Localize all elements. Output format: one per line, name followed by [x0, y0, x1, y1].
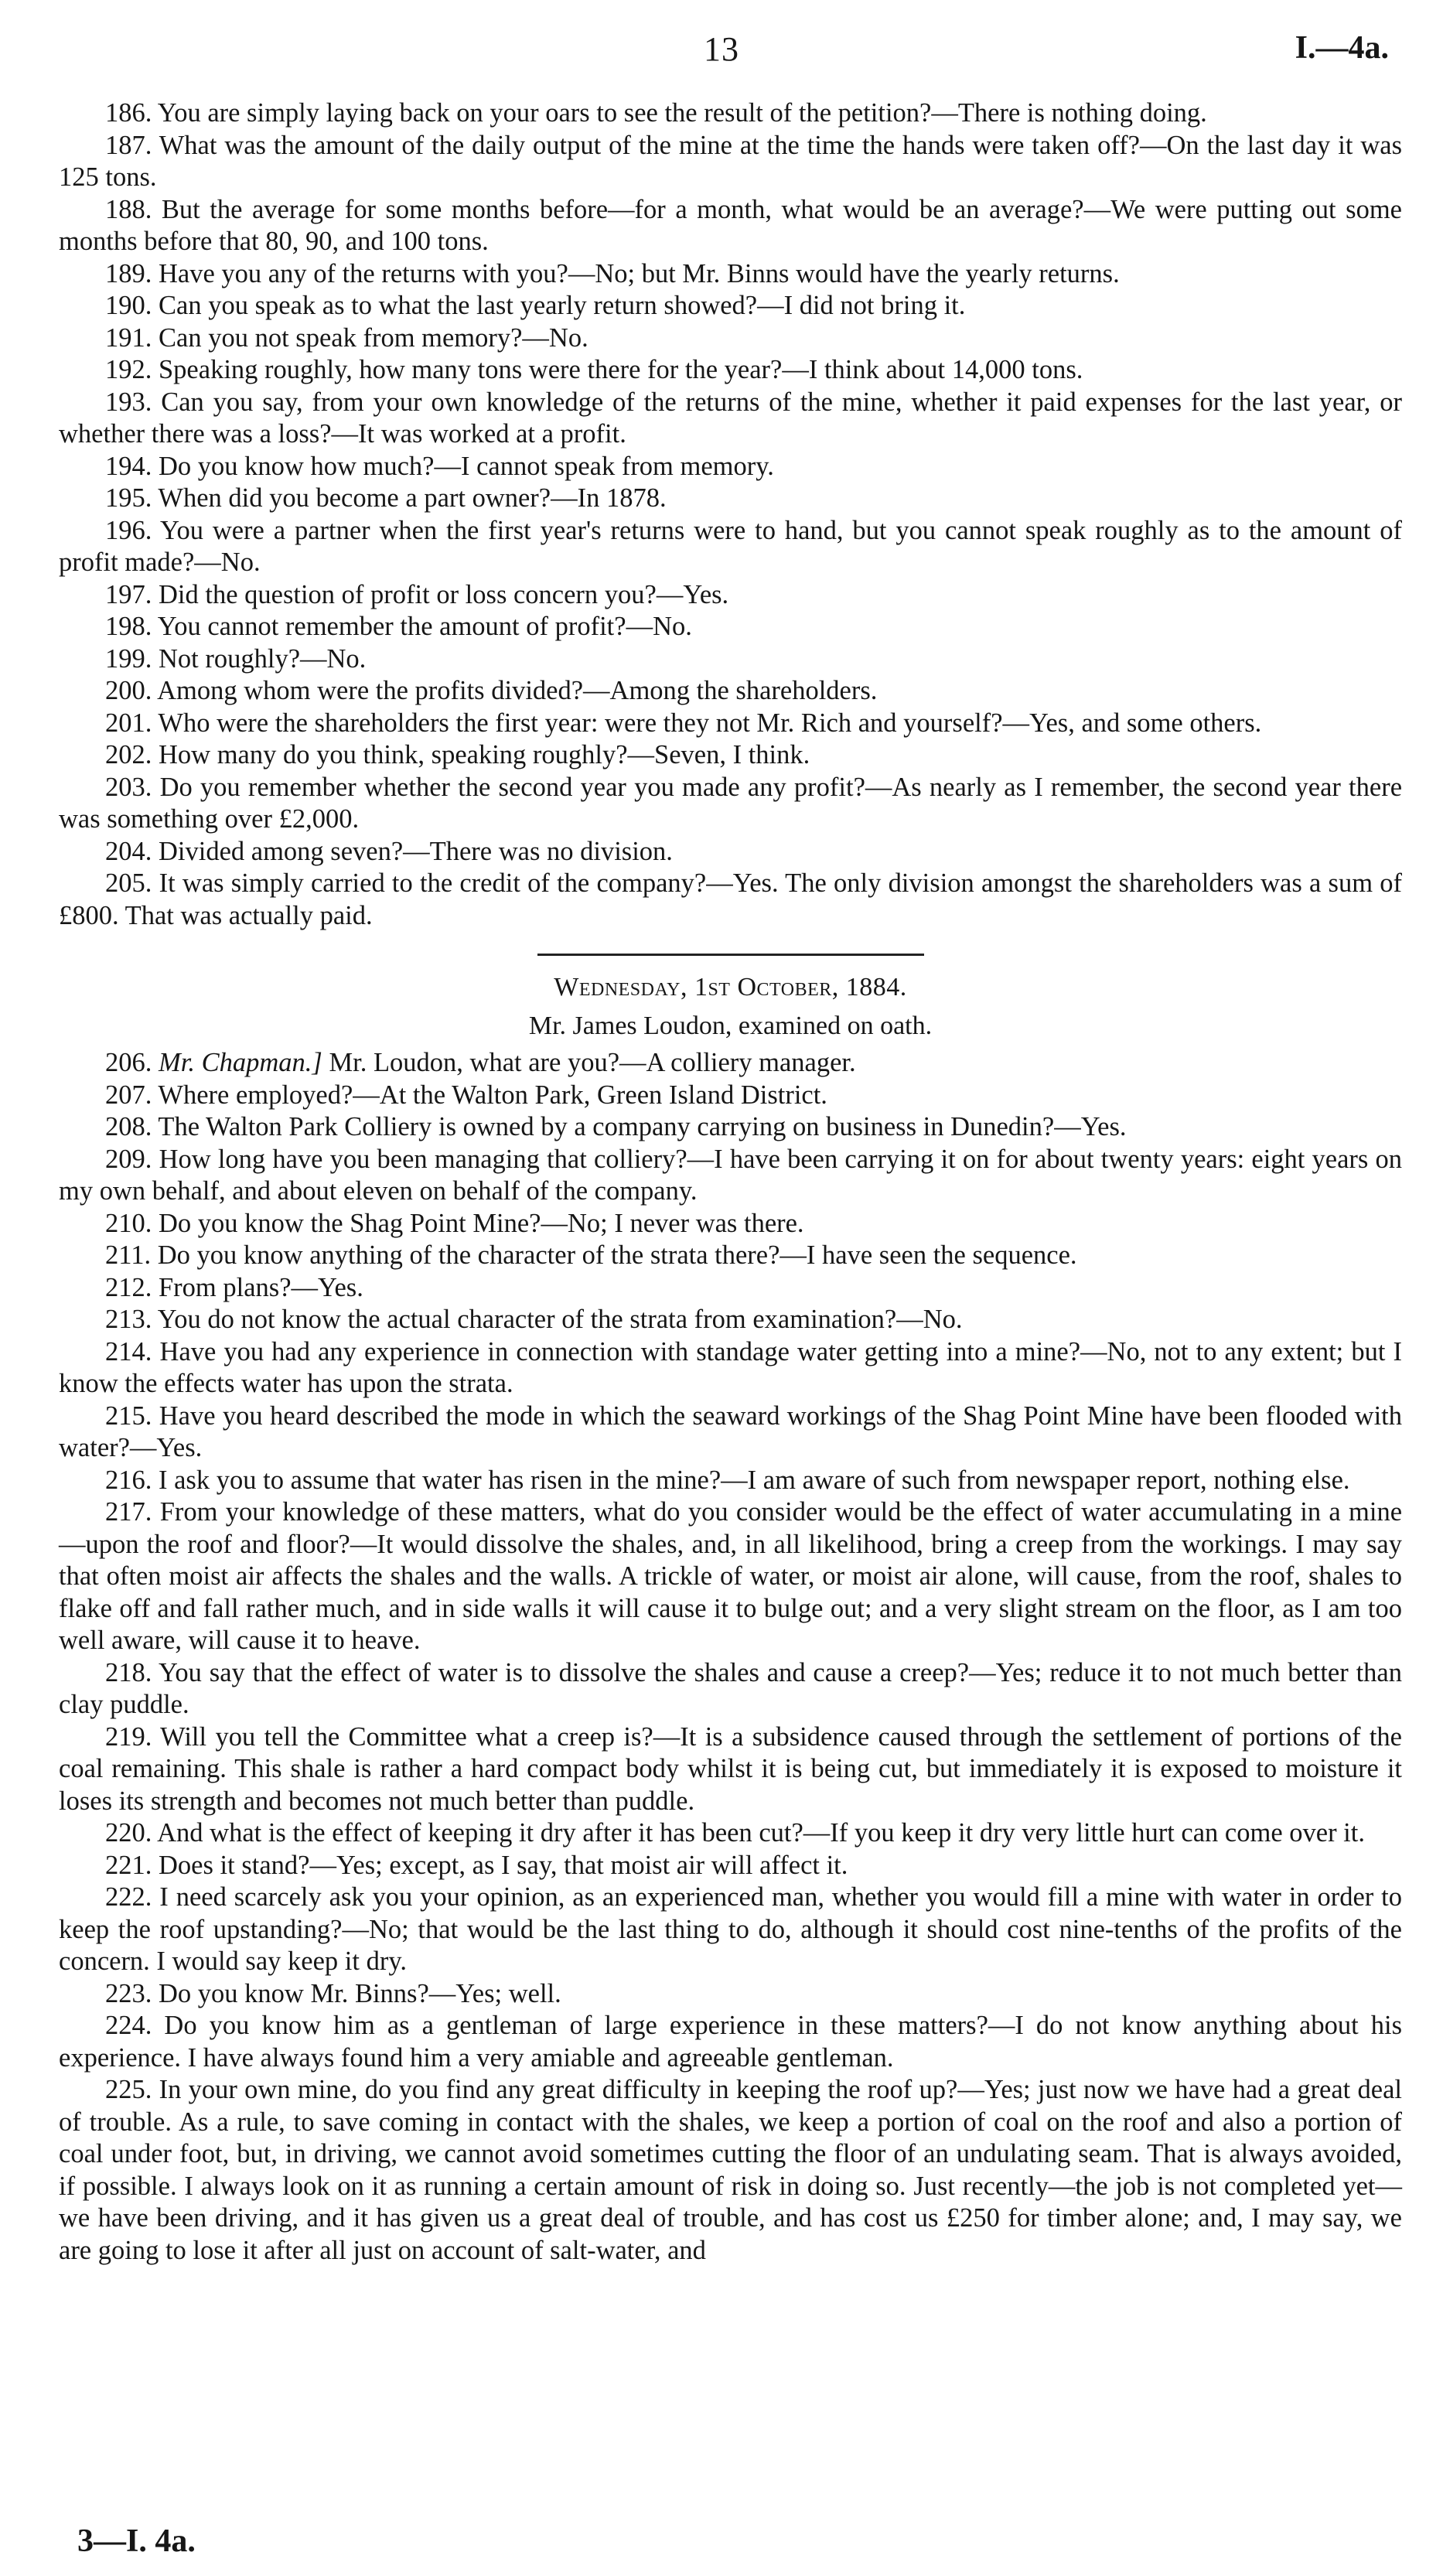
page-number: 13	[704, 30, 739, 68]
question-item	[59, 708, 1402, 740]
question-block-1	[59, 97, 1402, 932]
question-text: You say that the effect of water is to dissolve the shales and cause a creep?—Yes; reduce it to not much better than clay puddle.	[59, 1657, 1402, 1719]
question-item	[59, 1111, 1402, 1144]
question-text: Mr. Loudon, what are you?—A colliery manager.	[329, 1048, 856, 1077]
question-number: 219.	[105, 1721, 152, 1752]
question-206	[59, 1047, 1402, 1080]
question-number: 207.	[105, 1080, 152, 1110]
question-item	[59, 354, 1402, 387]
question-item	[59, 1817, 1402, 1850]
question-item	[59, 1144, 1402, 1208]
question-number: 198.	[105, 612, 152, 641]
question-item	[59, 1496, 1402, 1657]
question-number: 194.	[105, 451, 152, 481]
question-text: Can you not speak from memory?—No.	[159, 322, 588, 353]
question-item	[59, 258, 1402, 291]
question-number: 195.	[105, 483, 152, 513]
question-item	[59, 1721, 1402, 1818]
question-number: 196.	[105, 515, 152, 545]
question-text: Will you tell the Committee what a creep is?—It is a subsidence caused through the settlement of portions of the coal remaining. This shale is rather a hard compact body whilst it is being cut, but immediately it is exposed to moisture it loses its strength and becomes not much better than puddle.	[59, 1721, 1402, 1816]
question-item	[59, 1978, 1402, 2011]
question-item	[59, 1208, 1402, 1240]
question-text: And what is the effect of keeping it dry after it has been cut?—If you keep it dry very little hurt can come over it.	[157, 1818, 1365, 1848]
question-text: It was simply carried to the credit of the company?—Yes. The only division amongst the shareholders was a sum of £800. That was actually paid.	[59, 868, 1402, 930]
speaker-name: Mr. Chapman.]	[159, 1048, 322, 1077]
session-date: Wednesday, 1st October, 1884.	[554, 973, 907, 1001]
question-item	[59, 1240, 1402, 1272]
question-item	[59, 643, 1402, 676]
question-item	[59, 1080, 1402, 1112]
question-number: 224.	[105, 2011, 152, 2040]
question-item	[59, 1272, 1402, 1305]
question-text: Speaking roughly, how many tons were there for the year?—I think about 14,000 tons.	[159, 355, 1083, 384]
question-number: 220.	[105, 1818, 152, 1848]
question-number: 218.	[105, 1657, 152, 1687]
question-text: When did you become a part owner?—In 1878.	[158, 483, 667, 513]
question-number: 190.	[105, 291, 152, 320]
question-number: 208.	[105, 1112, 152, 1141]
question-text: From your knowledge of these matters, what do you consider would be the effect of water accumulating in a mine—upon the roof and floor?—It would dissolve the shales, and, in all likelihood, bring a creep from the workings. I may say that often moist air affects the shales and the walls. A trickle of water, or moist air alone, will cause, from the roof, shales to flake off and fall rather much, and in side walls it will cause it to bulge out; and a very slight stream on the floor, as I am too well aware, will cause it to heave.	[59, 1497, 1403, 1655]
question-item	[59, 194, 1402, 258]
question-item	[59, 1657, 1402, 1721]
question-number: 223.	[105, 1978, 152, 2008]
witness-line: Mr. James Loudon, examined on oath.	[528, 1012, 933, 1040]
question-text: But the average for some months before—for a month, what would be an average?—We were putting out some months before that 80, 90, and 100 tons.	[59, 194, 1402, 256]
question-number: 203.	[105, 772, 152, 802]
question-text: Did the question of profit or loss concern you?—Yes.	[159, 579, 729, 609]
question-number: 205.	[105, 868, 152, 898]
question-item	[59, 1850, 1402, 1882]
question-number: 212.	[105, 1272, 152, 1302]
question-number: 204.	[105, 836, 152, 866]
question-item	[59, 515, 1402, 579]
question-number: 202.	[105, 740, 152, 769]
question-item	[59, 130, 1402, 194]
question-item	[59, 1882, 1402, 1978]
question-text: Do you know how much?—I cannot speak from memory.	[159, 451, 774, 481]
question-text: Do you remember whether the second year you made any profit?—As nearly as I remember, the second year there was something over £2,000.	[59, 772, 1403, 834]
document-body	[59, 97, 1402, 2267]
question-text: How many do you think, speaking roughly?—Seven, I think.	[159, 740, 810, 769]
question-number: 210.	[105, 1208, 152, 1238]
question-item	[59, 772, 1402, 836]
question-text: Do you know him as a gentleman of large experience in these matters?—I do not know anything about his experience. I have always found him a very amiable and agreeable gentleman.	[59, 2011, 1402, 2073]
question-number: 193.	[105, 387, 152, 417]
question-text: Not roughly?—No.	[159, 643, 367, 674]
question-number: 186.	[105, 98, 152, 128]
question-number: 211.	[105, 1240, 152, 1270]
question-text: How long have you been managing that colliery?—I have been carrying it on for about twenty years: eight years on my own behalf, and about eleven on behalf of the company.	[59, 1144, 1403, 1206]
page-signature: 3—I. 4a.	[77, 2523, 196, 2559]
question-number: 222.	[105, 1882, 152, 1912]
question-number: 200.	[105, 676, 152, 705]
question-item	[59, 1304, 1402, 1336]
paper-code: I.—4a.	[1295, 30, 1389, 66]
question-item	[59, 290, 1402, 322]
question-number: 215.	[105, 1401, 152, 1431]
question-item	[59, 868, 1402, 932]
question-text: Who were the shareholders the first year: were they not Mr. Rich and yourself?—Yes, and some others.	[158, 708, 1262, 738]
question-number: 213.	[105, 1305, 152, 1334]
question-block-2	[59, 1080, 1402, 2267]
question-number: 197.	[105, 579, 152, 609]
question-text: The Walton Park Colliery is owned by a company carrying on business in Dunedin?—Yes.	[158, 1112, 1127, 1141]
question-number: 189.	[105, 258, 152, 288]
question-text: Do you know anything of the character of the strata there?—I have seen the sequence.	[157, 1240, 1077, 1270]
question-number: 217.	[105, 1497, 152, 1527]
question-text: From plans?—Yes.	[159, 1272, 363, 1302]
question-text: Where employed?—At the Walton Park, Green Island District.	[158, 1080, 827, 1110]
question-item	[59, 739, 1402, 772]
question-item	[59, 1336, 1402, 1401]
question-text: You cannot remember the amount of profit?—No.	[157, 612, 692, 641]
question-number: 216.	[105, 1465, 152, 1495]
question-item	[59, 2074, 1402, 2267]
question-item	[59, 451, 1402, 483]
question-text: You do not know the actual character of the strata from examination?—No.	[157, 1305, 963, 1334]
question-text: Do you know the Shag Point Mine?—No; I never was there.	[159, 1208, 804, 1238]
question-text: Does it stand?—Yes; except, as I say, that moist air will affect it.	[159, 1850, 848, 1880]
question-item	[59, 322, 1402, 355]
question-item	[59, 1465, 1402, 1497]
question-item	[59, 97, 1402, 130]
question-number: 221.	[105, 1850, 152, 1880]
question-item	[59, 387, 1402, 451]
question-number: 209.	[105, 1144, 152, 1174]
question-text: Among whom were the profits divided?—Among the shareholders.	[157, 676, 878, 705]
question-item	[59, 1401, 1402, 1465]
question-number: 214.	[105, 1336, 152, 1366]
question-text: Do you know Mr. Binns?—Yes; well.	[159, 1978, 561, 2008]
question-number: 201.	[105, 708, 152, 738]
question-number: 191.	[105, 322, 152, 353]
question-number: 188.	[105, 194, 152, 224]
question-text: Have you any of the returns with you?—No; but Mr. Binns would have the yearly returns.	[159, 258, 1120, 288]
question-text: Have you heard described the mode in which the seaward workings of the Shag Point Mine have been flooded with water?—Yes.	[59, 1401, 1403, 1462]
question-number: 206.	[105, 1048, 152, 1077]
question-text: Can you say, from your own knowledge of the returns of the mine, whether it paid expenses for the last year, or whether there was a loss?—It was worked at a profit.	[59, 387, 1403, 449]
question-item	[59, 2010, 1402, 2074]
question-text: You are simply laying back on your oars to see the result of the petition?—There is nothing doing.	[157, 98, 1207, 128]
question-text: What was the amount of the daily output of the mine at the time the hands were taken off?—On the last day it was 125 tons.	[59, 130, 1402, 192]
page-header	[0, 29, 1443, 84]
question-text: In your own mine, do you find any great difficulty in keeping the roof up?—Yes; just now we have had a great deal of trouble. As a rule, to save coming in contact with the shales, we keep a portion of coal on the roof and also a portion of coal under foot, but, in driving, we cannot avoid sometimes cutting the floor of an undulating seam. That is always avoided, if possible. I always look on it as running a certain amount of risk in doing so. Just recently—the job is not completed yet—we have been driving, and it has given us a great deal of trouble, and has cost us £250 for timber alone; and, I may say, we are going to lose it after all just on account of salt-water, and	[59, 2075, 1403, 2265]
question-item	[59, 611, 1402, 643]
question-item	[59, 675, 1402, 708]
question-item	[59, 483, 1402, 515]
question-number: 199.	[105, 643, 152, 674]
question-text: Have you had any experience in connection with standage water getting into a mine?—No, not to any extent; but I know the effects water has upon the strata.	[59, 1336, 1402, 1398]
question-text: I need scarcely ask you your opinion, as an experienced man, whether you would fill a mine with water in order to keep the roof upstanding?—No; that would be the last thing to do, although it should cost nine-tenths of the profits of the concern. I would say keep it dry.	[59, 1882, 1403, 1976]
question-number: 187.	[105, 130, 152, 160]
question-number: 192.	[105, 355, 152, 384]
question-text: Can you speak as to what the last yearly return showed?—I did not bring it.	[159, 291, 966, 320]
section-divider	[537, 954, 924, 956]
question-text: You were a partner when the first year's returns were to hand, but you cannot speak roughly as to the amount of profit made?—No.	[59, 515, 1402, 577]
question-item	[59, 579, 1402, 612]
question-number: 225.	[105, 2075, 152, 2104]
question-item	[59, 836, 1402, 868]
question-text: Divided among seven?—There was no division.	[159, 836, 673, 866]
question-text: I ask you to assume that water has risen in the mine?—I am aware of such from newspaper report, nothing else.	[159, 1465, 1350, 1495]
